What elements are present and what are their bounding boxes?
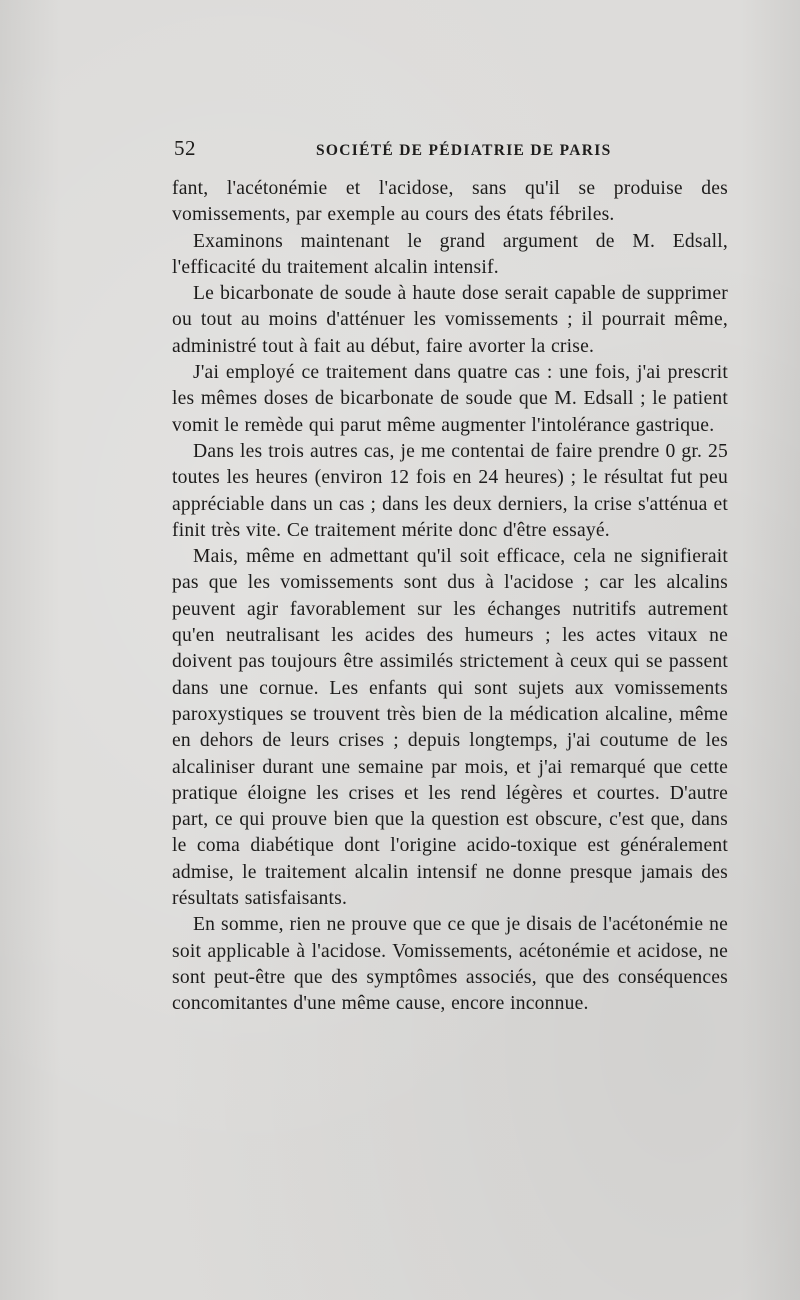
running-title: SOCIÉTÉ DE PÉDIATRIE DE PARIS	[316, 142, 612, 159]
body-text	[172, 176, 728, 1018]
paragraph-four-cases: J'ai employé ce traitement dans quatre cas : une fois, j'ai prescrit les mêmes doses de bicarbonate de soude que M. Edsall ; le patient vomit le remède qui parut même augmenter l'intolérance gastrique.	[172, 362, 728, 436]
paragraph-three-cases: Dans les trois autres cas, je me contentai de faire prendre 0 gr. 25 toutes les heures (environ 12 fois en 24 heures) ; le résultat fut peu appréciable dans un cas ; dans les deux derniers, la crise s'atténua et finit très vite. Ce traitement mérite donc d'être essayé.	[172, 440, 728, 541]
paragraph-alkaline-discussion: Mais, même en admettant qu'il soit efficace, cela ne signifierait pas que les vomissements sont dus à l'acidose ; car les alcalins peuvent agir favorablement sur les échanges nutritifs autrement qu'en neutralisant les acides des humeurs ; les actes vitaux ne doivent pas toujours être assimilés strictement à ceux qui se passent dans une cornue. Les enfants qui sont sujets aux vomissements paroxystiques se trouvent très bien de la médication alcaline, même en dehors de leurs crises ; depuis longtemps, j'ai coutume de les alcaliniser durant une semaine par mois, et j'ai remarqué que cette pratique éloigne les crises et les rend légères et courtes. D'autre part, ce qui prouve bien que la question est obscure, c'est que, dans le coma diabétique dont l'origine acido-toxique est généralement admise, le traitement alcalin intensif ne donne presque jamais des résultats satisfaisants.	[172, 546, 728, 910]
paragraph-conclusion: En somme, rien ne prouve que ce que je disais de l'acétonémie ne soit applicable à l'acidose. Vomissements, acétonémie et acidose, ne sont peut-être que des symptômes associés, que des conséquences concomitantes d'une même cause, encore inconnue.	[172, 914, 728, 1015]
page-header	[174, 136, 722, 166]
paragraph-continuation: fant, l'acétonémie et l'acidose, sans qu'il se produise des vomissements, par exemple au cours des états fébriles.	[172, 178, 728, 226]
paragraph-edsall-argument: Examinons maintenant le grand argument de M. Edsall, l'efficacité du traitement alcalin intensif.	[172, 230, 728, 278]
page-number: 52	[174, 136, 196, 160]
paragraph-bicarbonate: Le bicarbonate de soude à haute dose serait capable de supprimer ou tout au moins d'atténuer les vomissements ; il pourrait même, administré tout à fait au début, faire avorter la crise.	[172, 283, 728, 357]
